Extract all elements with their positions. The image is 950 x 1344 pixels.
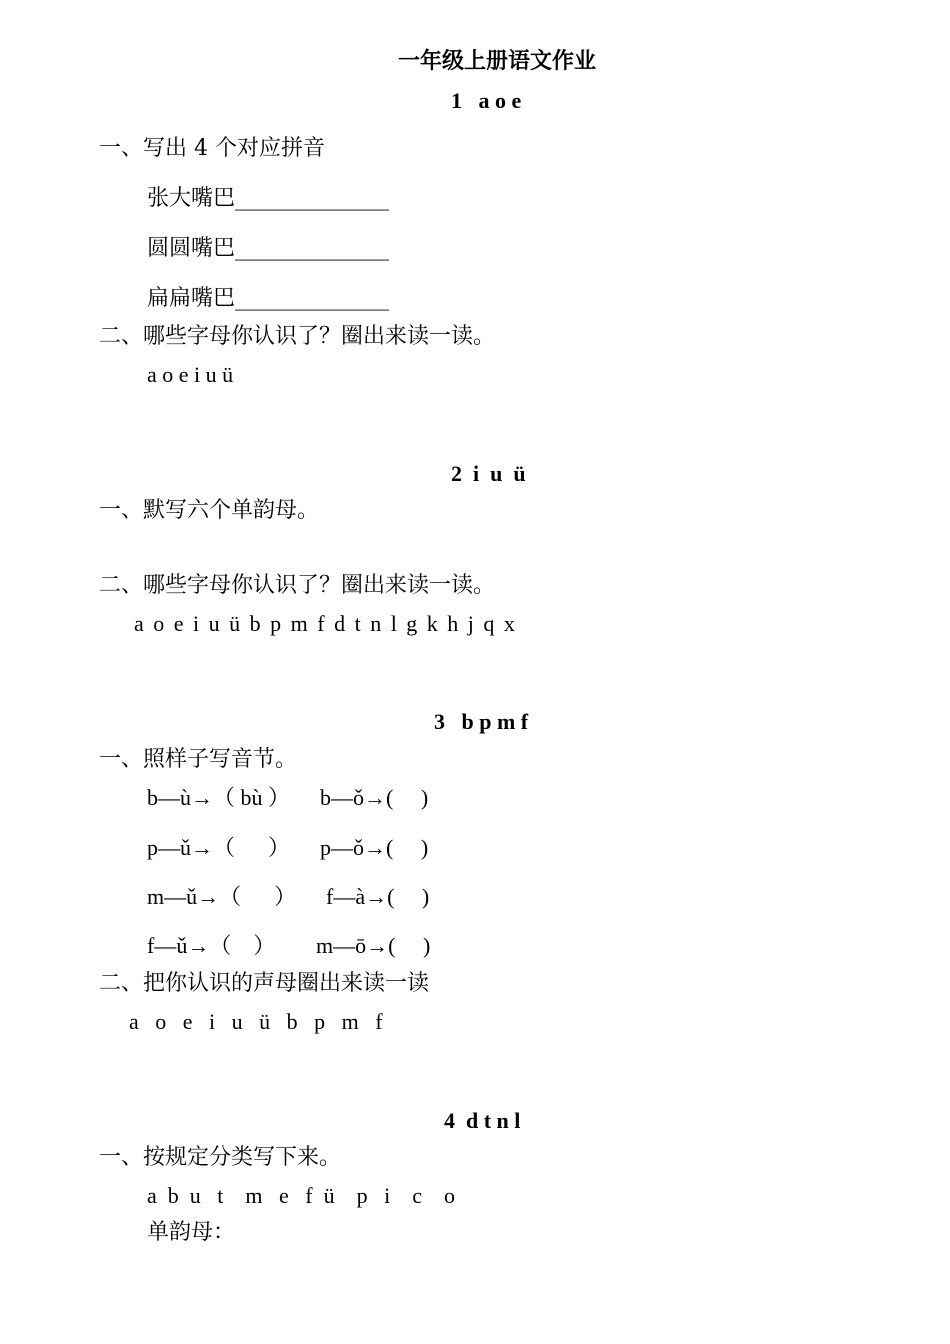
unit-1-fill-item-1: 张大嘴巴______________ xyxy=(147,186,390,211)
unit-1-heading: 1 a o e xyxy=(451,88,522,113)
syllable-4b: m—ō→( ) xyxy=(316,933,431,958)
unit-4-heading: 4 d t n l xyxy=(444,1108,521,1133)
unit-3-question-1: 一、照样子写音节。 xyxy=(99,747,298,772)
unit-4-question-1: 一、按规定分类写下来。 xyxy=(99,1145,342,1170)
unit-3-heading: 3 b p m f xyxy=(434,709,529,734)
unit-3-letters: a o e i u ü b p m f xyxy=(129,1009,383,1034)
unit-2-letters: a o e i u ü b p m f d t n l g k h j q x xyxy=(134,611,515,636)
syllable-2b: p—ǒ→( ) xyxy=(320,835,429,860)
unit-4-letters: a b u t m e f ü p i c o xyxy=(147,1183,455,1208)
unit-3-question-2: 二、把你认识的声母圈出来读一读 xyxy=(99,971,430,996)
syllable-1b: b—ǒ→( ) xyxy=(320,785,429,810)
unit-1-question-1: 一、写出 4 个对应拼音 xyxy=(99,136,325,161)
unit-1-fill-item-3: 扁扁嘴巴______________ xyxy=(147,286,390,311)
unit-2-question-2: 二、哪些字母你认识了？圈出来读一读。 xyxy=(99,573,496,598)
unit-1-fill-item-2: 圆圆嘴巴______________ xyxy=(147,236,390,261)
syllable-4a: f—ǔ→（ ） xyxy=(147,933,276,958)
unit-2-question-1: 一、默写六个单韵母。 xyxy=(99,498,320,523)
unit-2-heading: 2 i u ü xyxy=(451,461,526,486)
doc-title: 一年级上册语文作业 xyxy=(397,48,596,74)
syllable-3b: f—à→( ) xyxy=(326,884,430,909)
unit-1-question-2: 二、哪些字母你认识了？圈出来读一读。 xyxy=(99,324,496,349)
unit-1-letters: a o e i u ü xyxy=(147,362,234,387)
syllable-1a: b—ù→（ bù ） xyxy=(147,785,291,810)
syllable-2a: p—ǔ→（ ） xyxy=(147,835,291,860)
unit-4-category-label: 单韵母： xyxy=(147,1220,236,1245)
syllable-3a: m—ǔ→（ ） xyxy=(147,884,297,909)
